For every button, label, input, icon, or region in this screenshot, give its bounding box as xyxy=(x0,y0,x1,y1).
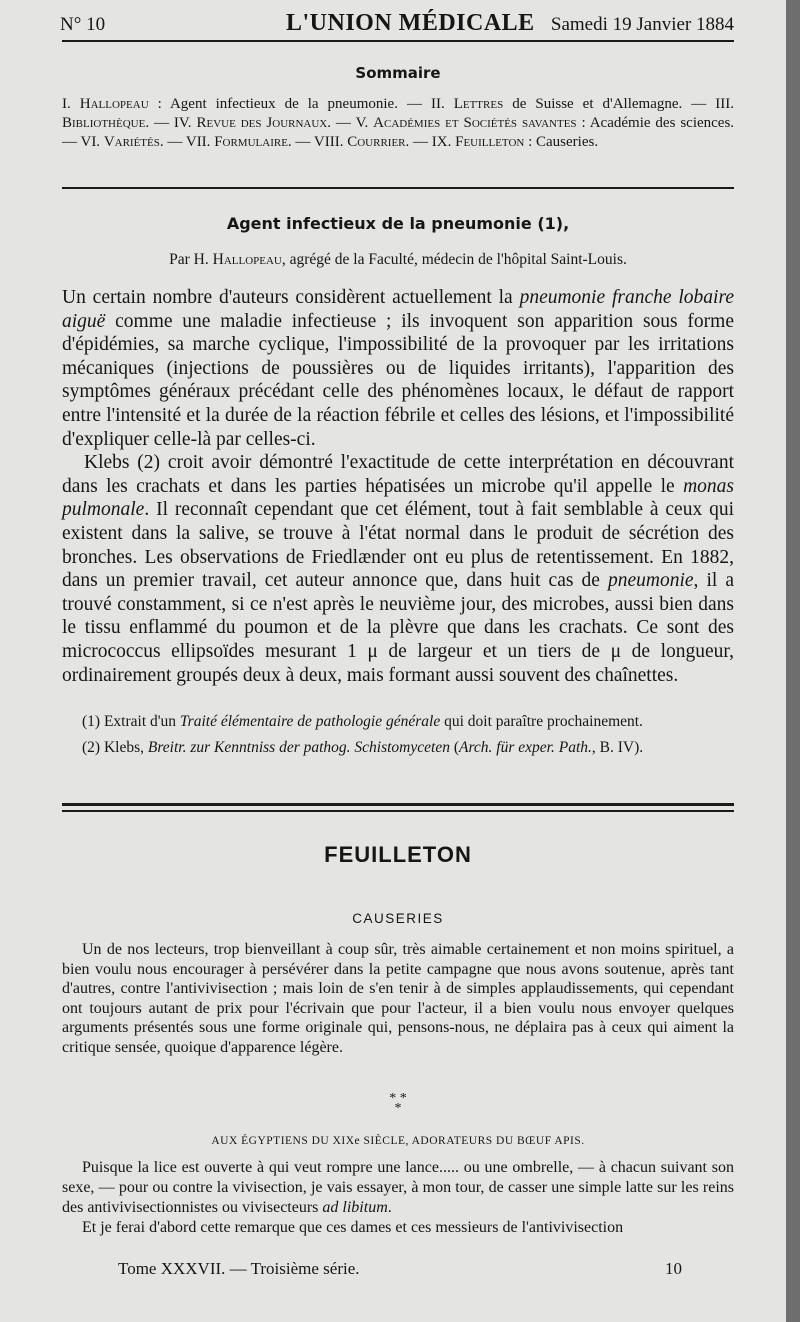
volume-series: Tome XXXVII. — Troisième série. xyxy=(118,1259,360,1278)
sommaire-num: VIII. xyxy=(313,134,344,150)
sommaire-entry-label: Académies et Sociétés savantes xyxy=(373,115,577,131)
article-title: Agent infectieux de la pneumonie (1), xyxy=(226,214,570,233)
section-title: AUX ÉGYPTIENS DU XIXe SIÈCLE, ADORATEURS DU BŒUF APIS. xyxy=(211,1135,585,1147)
feuilleton-body-2 xyxy=(62,1158,734,1238)
sommaire-rule xyxy=(62,187,734,189)
page-edge-shadow xyxy=(786,0,800,1322)
issue-date: Samedi 19 Janvier 1884 xyxy=(550,14,734,35)
article-byline xyxy=(62,251,734,269)
issue-number: N° 10 xyxy=(60,14,106,35)
ornament-stars: * * * xyxy=(389,1091,407,1116)
sommaire-entry-label: Formulaire xyxy=(214,134,288,150)
byline-author: Hallopeau xyxy=(212,251,282,268)
sommaire-entry-text: : Académie des sciences. — xyxy=(62,115,735,150)
sommaire-entry-text: . — xyxy=(327,115,356,131)
feuilleton-paragraph: Et je ferai d'abord cette remarque que ces dames et ces messieurs de l'antivivisection xyxy=(82,1219,624,1236)
sommaire-entry-label: Hallopeau xyxy=(79,96,149,112)
sommaire-num: VII. xyxy=(185,134,211,150)
feuilleton-paragraph: Un de nos lecteurs, trop bienveillant à coup sûr, très aimable certainement et non moins spirituel, a bien voulu nous encourager à persévérer dans la petite campagne que nous avons soutenue, après tant d'autres, contre l'antivivisection ; mais loin de s'en tenir à de simples applaudissements, qui cependant ont toujours autant de prix pour l'écrivain que pour l'acteur, il a bien voulu nous envoyer quelques arguments présentés sous une forme originale qui, pensons-nous, ne déplaira pas à ceux qui aiment la critique sensée, quoique d'apparence légère. xyxy=(62,941,734,1056)
sommaire-entry-text: . — xyxy=(145,115,174,131)
causeries-heading: CAUSERIES xyxy=(352,911,444,926)
page-number: 10 xyxy=(665,1259,682,1278)
sommaire-entry-label: Courrier xyxy=(347,134,406,150)
sommaire-heading: Sommaire xyxy=(355,64,441,82)
sommaire-entry-label: Variétés xyxy=(103,134,160,150)
sommaire-entry-label: Bibliothèque xyxy=(62,115,146,131)
feuilleton-heading: FEUILLETON xyxy=(324,842,472,867)
footnote: (2) Klebs, Breitr. zur Kenntniss der pathog. Schistomyceten (Arch. für exper. Path., B. IV). xyxy=(82,739,644,756)
article-paragraph: Un certain nombre d'auteurs considèrent actuellement la pneumonie franche lobaire aiguë comme une maladie infectieuse ; ils invoquent son apparition sous forme d'épidémies, sa marche cyclique, l'impossibilité de la provoquer par les irritations mécaniques (injections de poussières ou de liquides irritants), l'apparition des symptômes généraux précédant celle des phénomènes locaux, le défaut de rapport entre l'intensité et la durée de la réaction fébrile et celles des lésions, et l'impossibilité d'expliquer celle-là par celles-ci. xyxy=(62,287,734,450)
feuilleton-body xyxy=(62,940,734,1057)
sommaire-entry-text: . — xyxy=(287,134,314,150)
sommaire-num: IV. xyxy=(173,115,192,131)
byline-affiliation: , agrégé de la Faculté, médecin de l'hôpital Saint-Louis. xyxy=(281,251,627,268)
article-body xyxy=(62,286,734,687)
sommaire-num: IX. xyxy=(431,134,452,150)
sommaire-entry-label: Lettres xyxy=(453,96,504,112)
feuilleton-paragraph: Puisque la lice est ouverte à qui veut rompre une lance..... ou une ombrelle, — à chacun suivant son sexe, — pour ou contre la vivisection, je vais essayer, à mon tour, de casser une simple latte sur les reins des antivivisectionnistes ou vivisecteurs ad libitum. xyxy=(62,1159,734,1216)
double-rule-bottom xyxy=(62,810,734,812)
double-rule-top xyxy=(62,803,734,806)
journal-title: L'UNION MÉDICALE xyxy=(286,10,535,36)
sommaire-entry-text: de Suisse et d'Allemagne. — xyxy=(503,96,716,112)
sommaire-num: V. xyxy=(355,115,369,131)
sommaire-list xyxy=(62,95,734,152)
header-rule xyxy=(62,40,734,42)
sommaire-num: II. xyxy=(430,96,445,112)
sommaire-entry-text: . — xyxy=(159,134,186,150)
sommaire-entry-label: Feuilleton xyxy=(455,134,525,150)
sommaire-num: I. xyxy=(62,96,71,112)
sommaire-entry-text: . — xyxy=(405,134,432,150)
article-paragraph: Klebs (2) croit avoir démontré l'exactitude de cette interprétation en découvrant dans les crachats et dans les parties hépatisées un microbe qu'il appelle le monas pulmonale. Il reconnaît cependant que cet élément, tout à fait semblable à ceux qui existent dans la salive, se trouve à l'état normal dans le produit de sécrétion des bronches. Les observations de Friedlænder ont eu plus de retentissement. En 1882, dans un premier travail, cet auteur annonce que, dans huit cas de pneumonie, il a trouvé constamment, si ce n'est après le neuvième jour, des microbes, aussi bien dans le tissu enflammé du poumon et de la plèvre que dans les crachats. Ce sont des micrococcus ellipsoïdes mesurant 1 μ de largeur et un tiers de μ de longueur, ordinairement groupés deux à deux, mais formant aussi souvent des chaînettes. xyxy=(62,452,734,686)
sommaire-entry-label: Revue des Journaux xyxy=(196,115,328,131)
byline-prefix: Par H. xyxy=(169,251,213,268)
sommaire-entry-text: : Agent infectieux de la pneumonie. — xyxy=(148,96,431,112)
sommaire-num: III. xyxy=(715,96,735,112)
footnote: (1) Extrait d'un Traité élémentaire de pathologie générale qui doit paraître prochainement. xyxy=(82,713,643,730)
sommaire-entry-text: : Causeries. xyxy=(524,134,599,150)
footnotes xyxy=(62,712,734,764)
sommaire-num: VI. xyxy=(80,134,101,150)
page-header xyxy=(60,8,734,36)
